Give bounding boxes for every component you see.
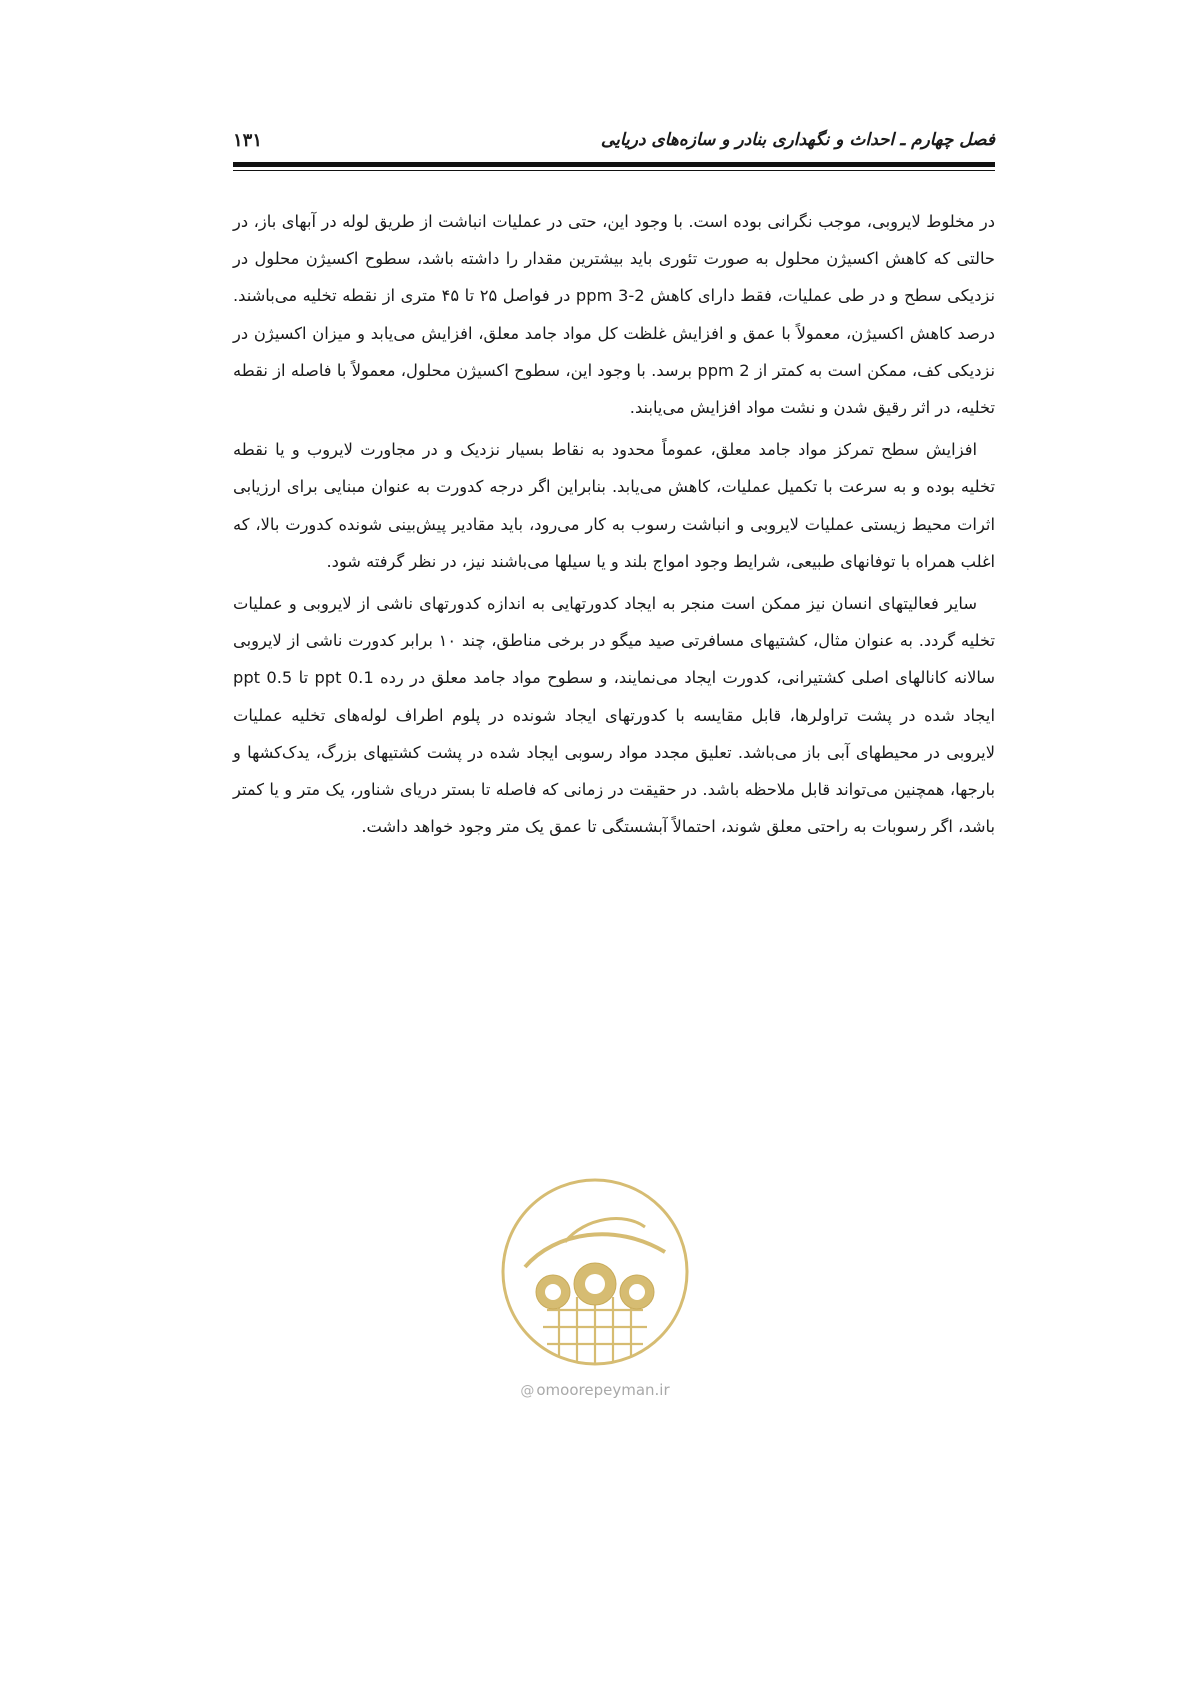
logo-emblem-icon bbox=[495, 1172, 695, 1372]
header-rule-thick bbox=[233, 162, 995, 167]
watermark-url bbox=[495, 1381, 695, 1399]
watermark-url-text: omoorepeyman.ir bbox=[536, 1381, 670, 1399]
chapter-title: فصل چهارم ـ احداث و نگهداری بنادر و سازه‌های دریایی bbox=[600, 130, 995, 150]
watermark-logo bbox=[495, 1172, 695, 1372]
header-rule-thin bbox=[233, 170, 995, 171]
page-header bbox=[233, 122, 995, 158]
paragraph-1: در مخلوط لایروبی، موجب نگرانی بوده است. با وجود این، حتی در عملیات انباشت از طریق لوله در آبهای باز، در حالتی که کاهش اکسیژن محلول به صورت تئوری باید بیشترین مقدار را داشته باشد، سطوح اکسیژن محلول در نزدیکی سطح و در طی عملیات، فقط دارای کاهش ppm 3-2 در فواصل ۲۵ تا ۴۵ متری از نقطه تخلیه می‌باشند. درصد کاهش اکسیژن، معمولاً با عمق و افزایش غلظت کل مواد جامد معلق، افزایش می‌یابد و میزان اکسیژن در نزدیکی کف، ممکن است به کمتر از ppm 2 برسد. با وجود این، سطوح اکسیژن محلول، معمولاً با فاصله از نقطه تخلیه، در اثر رقیق شدن و نشت مواد افزایش می‌یابند. bbox=[233, 212, 996, 418]
body-text bbox=[233, 203, 995, 850]
at-sign-icon: @ bbox=[520, 1383, 535, 1399]
paragraph-2: افزایش سطح تمرکز مواد جامد معلق، عموماً محدود به نقاط بسیار نزدیک و در مجاورت لایروب و یا نقطه تخلیه بوده و به سرعت با تکمیل عملیات، کاهش می‌یابد. بنابراین اگر درجه کدورت به عنوان مبنایی برای ارزیابی اثرات محیط زیستی عملیات لایروبی و انباشت رسوب به کار می‌رود، باید مقادیر پیش‌بینی شونده کدورت بالا، که اغلب همراه با توفانهای طبیعی، شرایط وجود امواج بلند و یا سیلها می‌باشند نیز، در نظر گرفته شود. bbox=[233, 440, 995, 571]
paragraph-3: سایر فعالیتهای انسان نیز ممکن است منجر به ایجاد کدورتهایی به اندازه کدورتهای ناشی از لایروبی و عملیات تخلیه گردد. به عنوان مثال، کشتیهای مسافرتی صید میگو در برخی مناطق، چند ۱۰ برابر کدورت ناشی از لایروبی سالانه کانالهای اصلی کشتیرانی، کدورت ایجاد می‌نمایند، و سطوح مواد جامد معلق در رده ppt 0.1 تا ppt 0.5 ایجاد شده در پشت تراولرها، قابل مقایسه با کدورتهای ایجاد شونده در پلوم اطراف لوله‌های تخلیه عملیات لایروبی در محیطهای آبی باز می‌باشد. تعلیق مجدد مواد رسوبی ایجاد شده در پشت کشتیهای بزرگ، یدک‌کشها و بارجها، همچنین می‌تواند قابل ملاحظه باشد. در حقیقت در زمانی که فاصله تا بستر دریای شناور، یک متر و یا کمتر باشد، اگر رسوبات به راحتی معلق شوند، احتمالاً آبشستگی تا عمق یک متر وجود خواهد داشت. bbox=[233, 594, 995, 837]
page-number: ۱۳۱ bbox=[233, 129, 263, 151]
